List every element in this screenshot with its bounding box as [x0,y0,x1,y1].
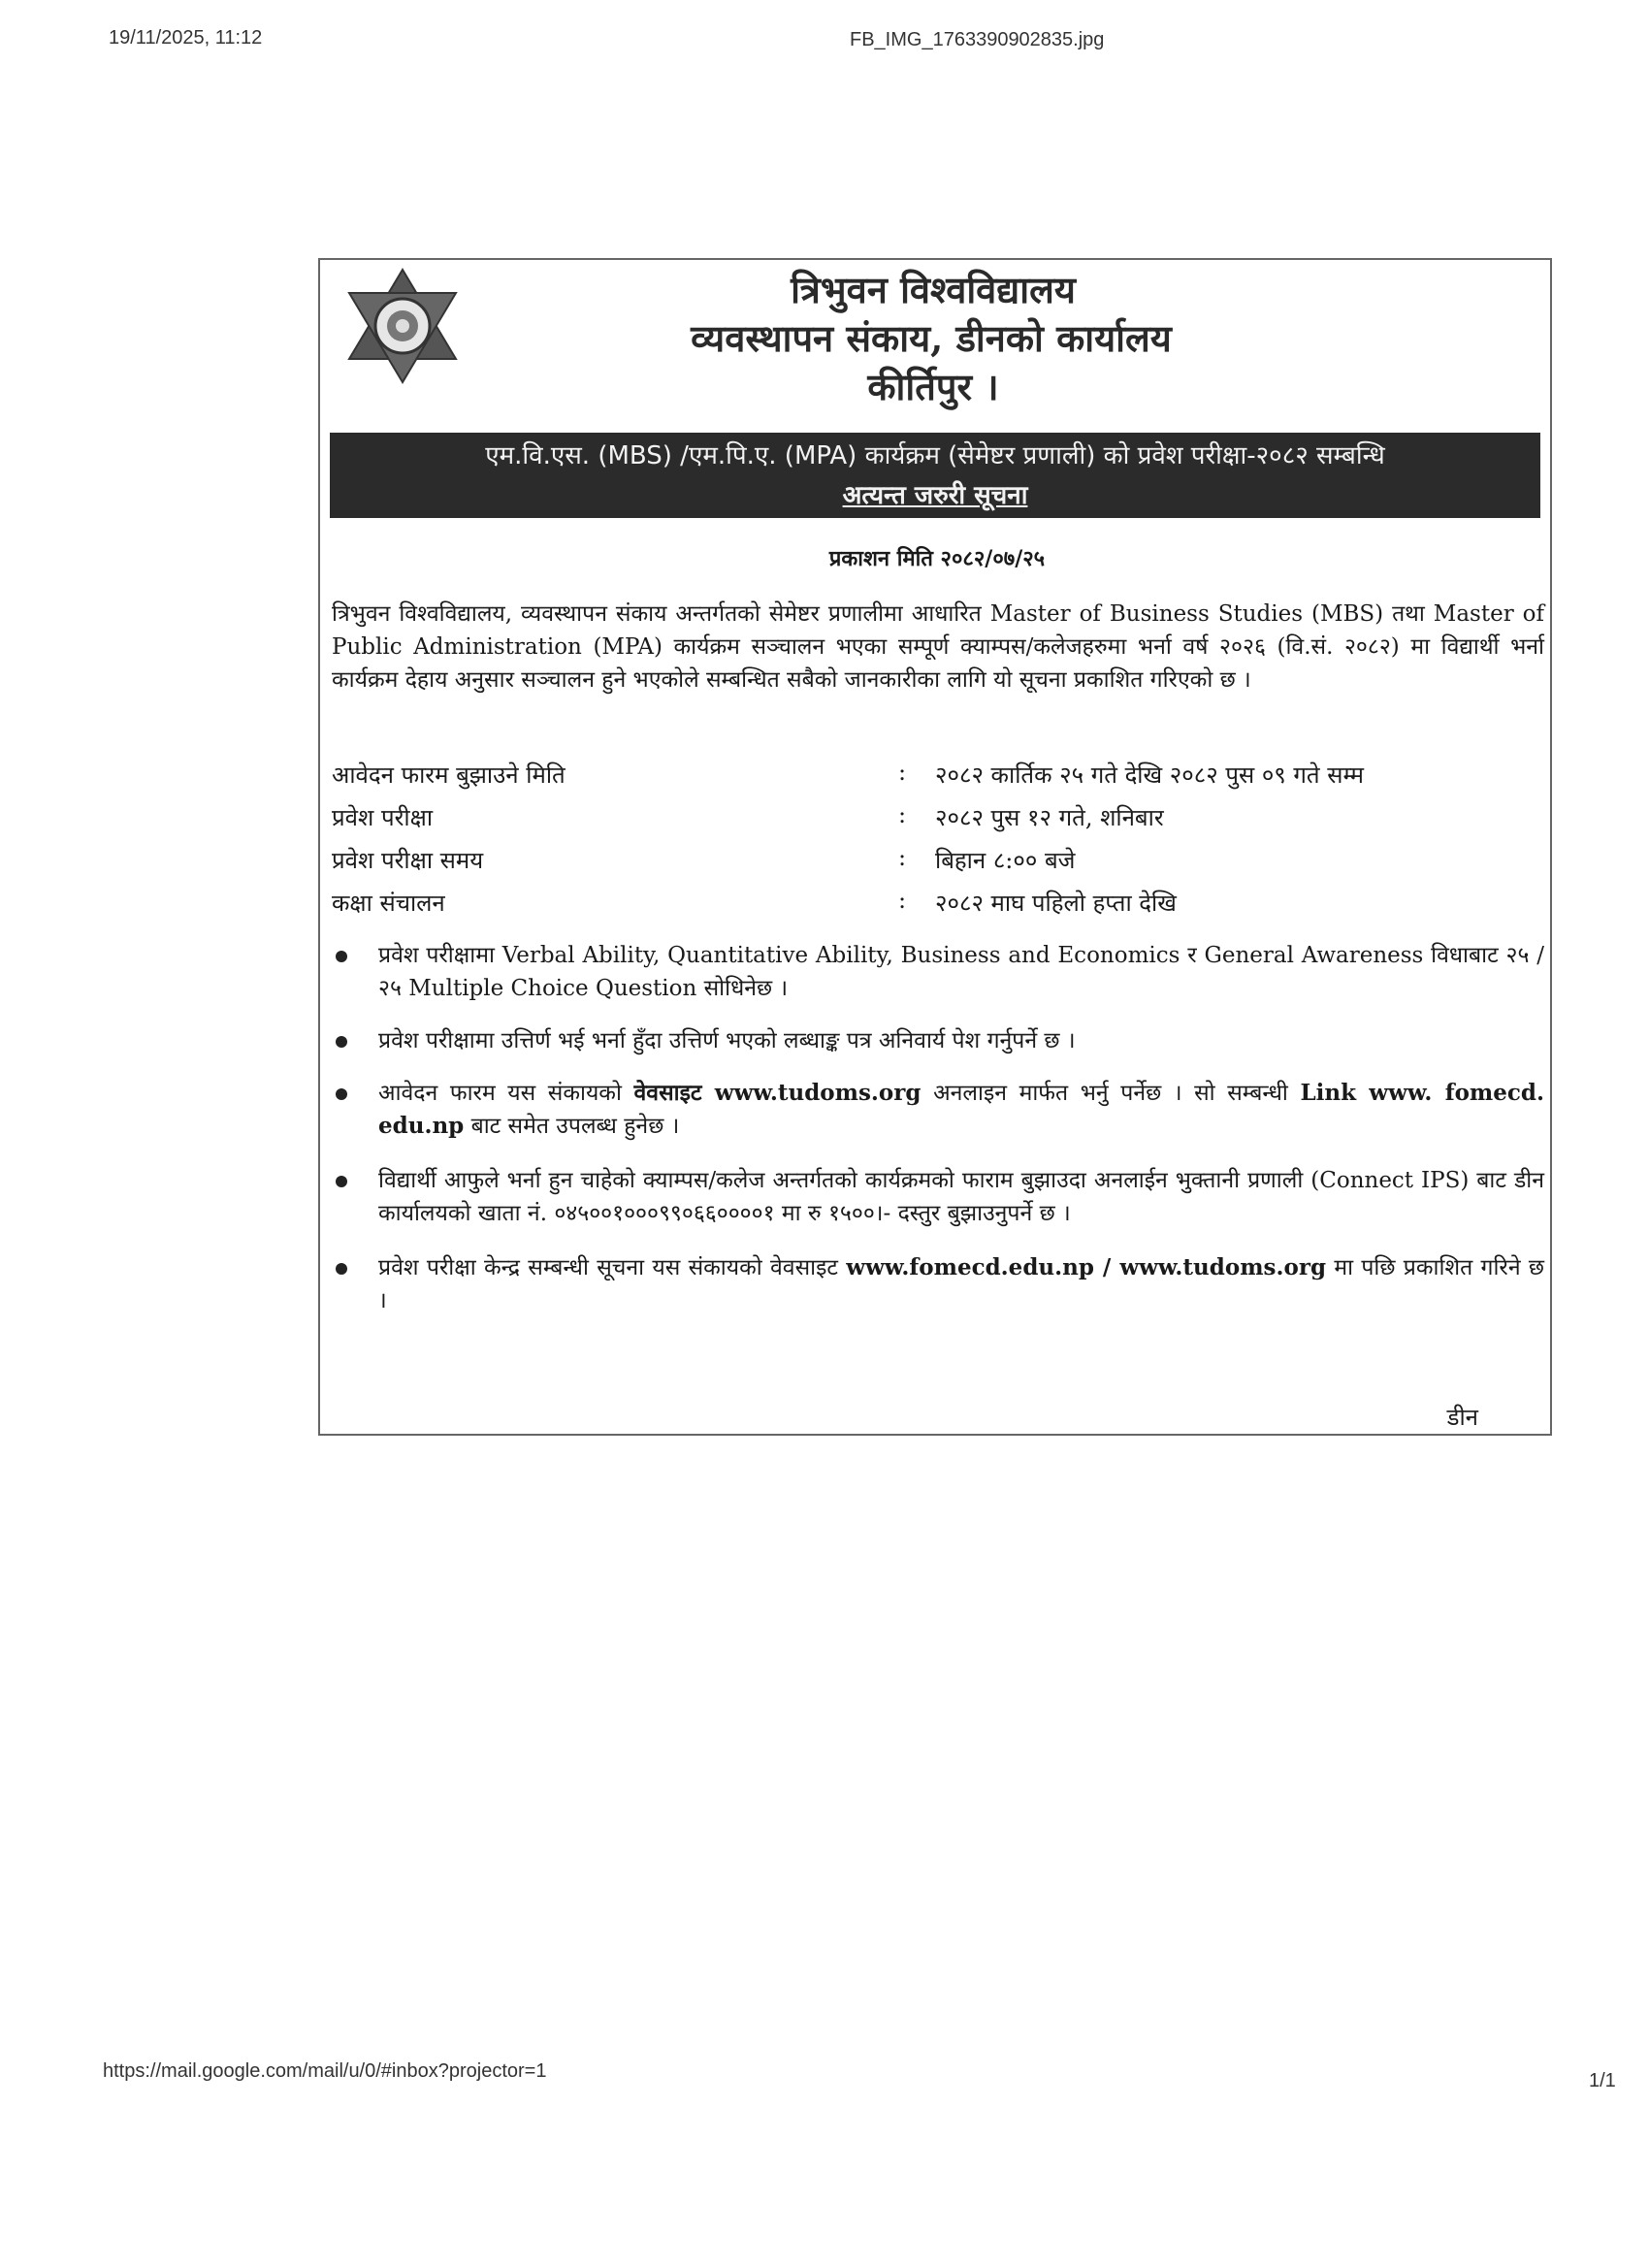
schedule-label: प्रवेश परीक्षा समय [332,847,484,874]
schedule-row [332,844,1544,887]
list-item [332,1164,1544,1230]
notice-subtitle: अत्यन्त जरुरी सूचना [842,481,1028,510]
organization-header [320,266,1554,411]
bullet-text: आवेदन फारम यस संकायको [378,1081,622,1106]
print-footer [0,2060,1649,2090]
publication-date: प्रकाशन मिति २०८२/०७/२५ [828,546,1046,571]
university-name: त्रिभुवन विश्वविद्यालय [791,268,1076,311]
bullet-dot-icon [336,1263,347,1275]
bullet-dot-icon [336,1176,347,1187]
bullet-text: प्रवेश परीक्षामा Verbal Ability, Quantitative Ability, Business and Economics र General Awareness विधाबाट २५ /२५ Multiple Choice Question सोधिनेछ । [378,943,1544,1001]
schedule-row [332,887,1544,929]
list-item [332,1251,1544,1317]
bullet-dot-icon [336,1088,347,1100]
schedule-table [332,759,1544,929]
bullet-text: विद्यार्थी आफुले भर्ना हुन चाहेको क्याम्पस/कलेज अन्तर्गतको कार्यक्रमको फाराम बुझाउदा अनलाईन भुक्तानी प्रणाली (Connect IPS) बाट डीन कार्यालयको खाता नं. ०४५००१०००९९०६६००००१ मा रु १५००।- दस्तुर बुझाउनुपर्ने छ । [378,1168,1544,1226]
print-header [0,27,1649,56]
bullet-text: अनलाइन मार्फत भर्नु पर्नेछ । सो सम्बन्धी [933,1081,1288,1106]
schedule-row [332,759,1544,801]
schedule-label: कक्षा संचालन [332,890,445,917]
faculty-office-name: व्यवस्थापन संकाय, डीनको कार्यालय [691,316,1172,360]
schedule-label: प्रवेश परीक्षा [332,804,434,831]
notice-title: एम.वि.एस. (MBS) /एम.पि.ए. (MPA) कार्यक्रम (सेमेष्टर प्रणाली) को प्रवेश परीक्षा-२०८२ सम्बन्धि [485,441,1385,470]
schedule-colon: : [898,801,907,828]
bullet-text: प्रवेश परीक्षा केन्द्र सम्बन्धी सूचना यस संकायको वेवसाइट [378,1255,838,1280]
notice-document [318,258,1552,1436]
bullet-text: मा पछि प्रकाशित गरिने छ । [378,1255,1545,1313]
list-item [332,1077,1544,1143]
schedule-label: आवेदन फारम बुझाउने मिति [332,761,566,789]
website-tudoms: वेवसाइट www.tudoms.org [633,1080,922,1106]
schedule-value: २०८२ कार्तिक २५ गते देखि २०८२ पुस ०९ गते सम्म [935,761,1364,789]
schedule-value: २०८२ माघ पहिलो हप्ता देखि [935,890,1177,917]
print-file-title: FB_IMG_1763390902835.jpg [850,29,1105,50]
print-url: https://mail.google.com/mail/u/0/#inbox?projector=1 [103,2060,547,2082]
print-date: 19/11/2025, 11:12 [109,27,263,49]
bullet-text: बाट समेत उपलब्ध हुनेछ । [470,1114,680,1139]
schedule-value: बिहान ८:०० बजे [935,847,1076,874]
list-item [332,939,1544,1005]
schedule-value: २०८२ पुस १२ गते, शनिबार [935,804,1164,831]
bullet-dot-icon [336,951,347,962]
list-item [332,1024,1544,1057]
signature-dean: डीन [1446,1404,1478,1431]
schedule-colon: : [898,759,907,786]
bullet-list [332,939,1544,1317]
schedule-row [332,801,1544,844]
office-location: कीर्तिपुर । [867,365,999,408]
notice-title-banner [330,433,1540,518]
bullet-text: प्रवेश परीक्षामा उत्तिर्ण भई भर्ना हुँदा उत्तिर्ण भएको लब्धाङ्क पत्र अनिवार्य पेश गर्नुपर्ने छ । [378,1028,1076,1053]
schedule-colon: : [898,887,907,914]
schedule-colon: : [898,844,907,871]
page-number: 1/1 [1589,2070,1616,2091]
website-links: www.fomecd.edu.np / www.tudoms.org [846,1254,1327,1280]
intro-paragraph: त्रिभुवन विश्वविद्यालय, व्यवस्थापन संकाय अन्तर्गतको सेमेष्टर प्रणालीमा आधारित Master of Business Studies (MBS) तथा Master of Public Administration (MPA) कार्यक्रम सञ्चालन भएका सम्पूर्ण क्याम्पस/कलेजहरुमा भर्ना वर्ष २०२६ (वि.सं. २०८२) मा विद्यार्थी भर्ना कार्यक्रम देहाय अनुसार सञ्चालन हुने भएकोले सम्बन्धित सबैको जानकारीका लागि यो सूचना प्रकाशित गरिएको छ । [332,601,1544,693]
bullet-dot-icon [336,1036,347,1048]
website-fomecd-link: Link www. fomecd. edu.np [378,1080,1544,1139]
